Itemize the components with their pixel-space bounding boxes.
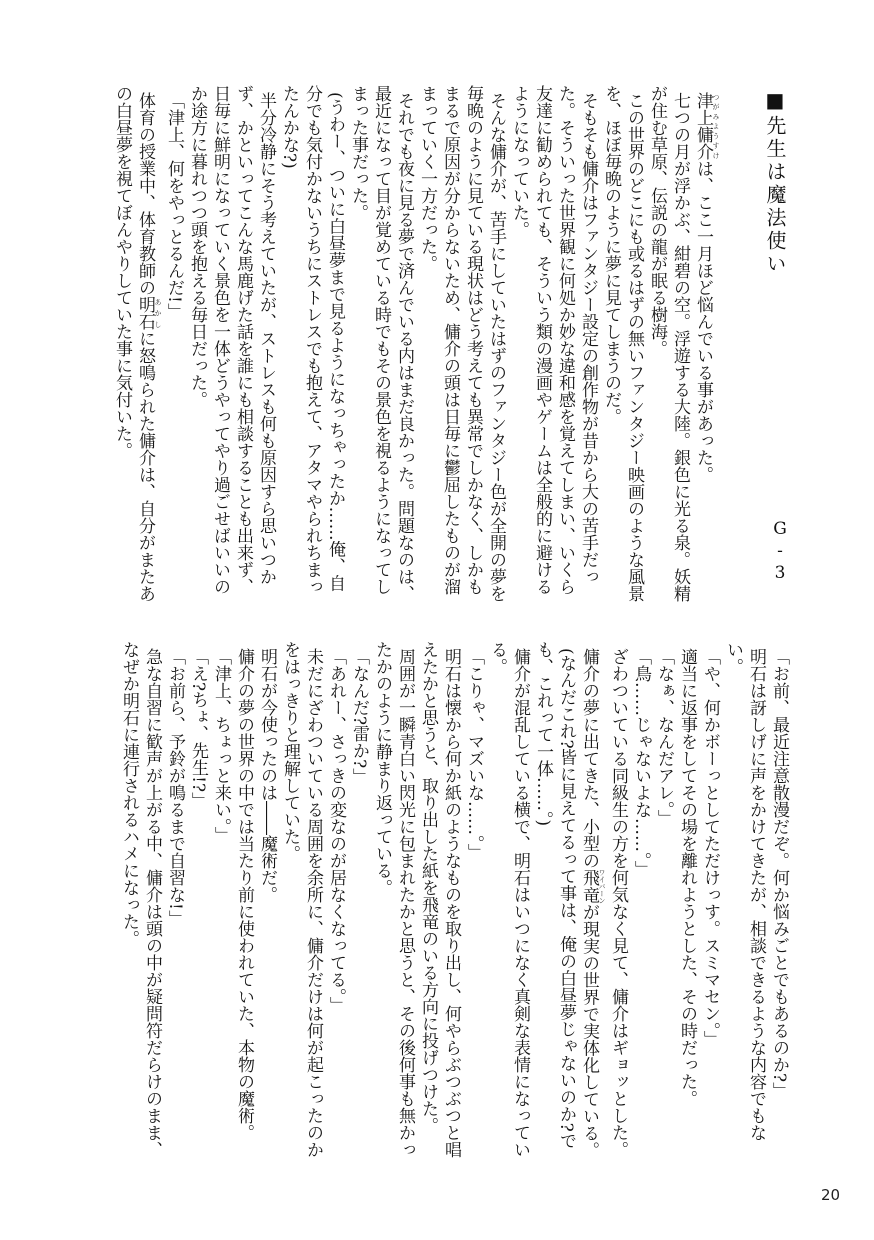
story-text-block-bottom: [117, 641, 790, 1159]
paragraph: 「や、何かボーっとしてただけっす。スミマセン。」: [700, 647, 720, 1048]
paragraph: 体育の授業中、体育教師の明石 あかしに怒鳴られた傭介は、自分がまたあの白昼夢を視てぼんやりしていた事に気付いた。: [112, 85, 162, 602]
paragraph: 半分冷静にそう考えていたが、ストレスも何も原因すら思いつかず、かといってこんな馬鹿げた話を誰にも相談することも出来ず、日毎に鮮明になっていく景色を一体どうやってやり過ごせばいいのか途方に暮れつつ頭を抱える毎日だった。: [187, 85, 276, 595]
paragraph: 「こりゃ、マズいな……。」: [464, 647, 484, 861]
paragraph: (うわー、ついに白昼夢まで見るようになっちゃったか……俺、自分でも気付かないうちにストレスでも抱えて、アタマやられちまったんかな?): [279, 85, 345, 595]
paragraph: 七つの月が浮かぶ、紺碧の空。浮遊する大陸。銀色に光る泉。妖精が住む草原、伝説の龍が眠る樹海。: [647, 85, 690, 602]
paragraph: ざわついている同級生の方を何気なく見て、傭介はギョッとした。: [608, 647, 628, 1158]
paragraph: 周囲が一瞬青白い閃光に包まれたかと思うと、その後何事も無かったかのように静まり返っている。: [372, 641, 415, 1158]
paragraph: この世界のどこにも或るはずの無いファンタジー映画のような風景を、ほぼ毎晩のように夢に見てしまうのだ。: [601, 85, 644, 602]
paragraph: それでも夜に見る夢で済んでいる内はまだ良かった。問題なのは、最近になって目が覚めている時でもその景色を視るようになってしまった事だった。: [348, 85, 414, 602]
paragraph: 明石が今使ったのは――魔術だ。: [257, 647, 277, 903]
ruby-annotated-text: 明石 あかし: [135, 295, 162, 330]
story-text-block-top: [110, 85, 720, 603]
paragraph: 「鳥……じゃないよな……。」: [631, 647, 651, 878]
paragraph: 明石は訝しげに声をかけてきたが、相談できるような内容でもない。: [723, 641, 766, 1141]
paragraph: 「なんだ?雷か?」: [349, 647, 369, 786]
paragraph: そんな傭介が、苦手にしていたはずのファンタジー色が全開の夢を毎晩のように見ている現状はどう考えても異常でしかなく、しかもまるで原因が分からないため、傭介の頭は日毎に鬱屈したものが溜まっていく一方だった。: [417, 85, 506, 602]
paragraph: 「津上、ちょっと来い。」: [211, 647, 231, 844]
paragraph: 「お前ら、予鈴が鳴るまで自習な!」: [165, 647, 185, 927]
story-code: G-3: [770, 519, 790, 585]
paragraph: 傭介の夢の世界の中では当たり前に使われていた、本物の魔術。: [234, 647, 254, 1141]
paragraph: 「え?ちょ、先生!?」: [188, 647, 208, 809]
paragraph: 津上傭介 つがみようすけは、ここ一月ほど悩んでいる事があった。: [693, 91, 720, 483]
paragraph: 「なぁ、なんだアレ。」: [654, 647, 674, 827]
paragraph: 明石は懐から何か紙のようなものを取り出し、何やらぶつぶつと唱えたかと思うと、取り出した紙を飛竜のいる方向に投げつけた。: [418, 641, 461, 1158]
ruby-annotated-text: 飛竜 ワイバーン: [579, 868, 606, 904]
page-number: 20: [821, 1186, 841, 1204]
paragraph: 急な自習に歓声が上がる中、傭介は頭の中が疑問符だらけのまま、なぜか明石に連行されるハメになった。: [119, 641, 162, 1158]
paragraph: 「お前、最近注意散漫だぞ。何か悩みごとでもあるのか?」: [769, 647, 789, 1099]
story-header: [761, 88, 790, 585]
paragraph: 未だにざわついている周囲を余所に、傭介だけは何が起こったのかをはっきりと理解していた。: [280, 641, 323, 1158]
ruby-annotated-text: 津上傭介 つがみようすけ: [693, 91, 720, 160]
paragraph: 傭介が混乱している横で、明石はいつになく真剣な表情になっている。: [487, 641, 530, 1158]
paragraph: (なんだこれ?皆に見えてるって事は、俺の白昼夢じゃないのか?でも、これって一体……。): [533, 641, 576, 1149]
paragraph: 適当に返事をしてその場を離れようとした、その時だった。: [677, 647, 697, 1107]
story-title: ■先生は魔法使い: [763, 88, 787, 276]
paragraph: 「あれー、さっきの変なのが居なくなってる。」: [326, 647, 346, 1014]
paragraph: 「津上、何をやっとるんだ!」: [164, 91, 184, 320]
paragraph: そもそも傭介はファンタジー設定の創作物が昔から大の苦手だった。そういった世界観に何処か妙な違和感を覚えてしまい、いくら友達に勧められても、そういう類の漫画やゲームは全般的に避けるようになっていた。: [509, 85, 598, 595]
paragraph: 傭介の夢に出てきた、小型の飛竜 ワイバーンが現実の世界で実体化している。: [579, 647, 606, 1159]
